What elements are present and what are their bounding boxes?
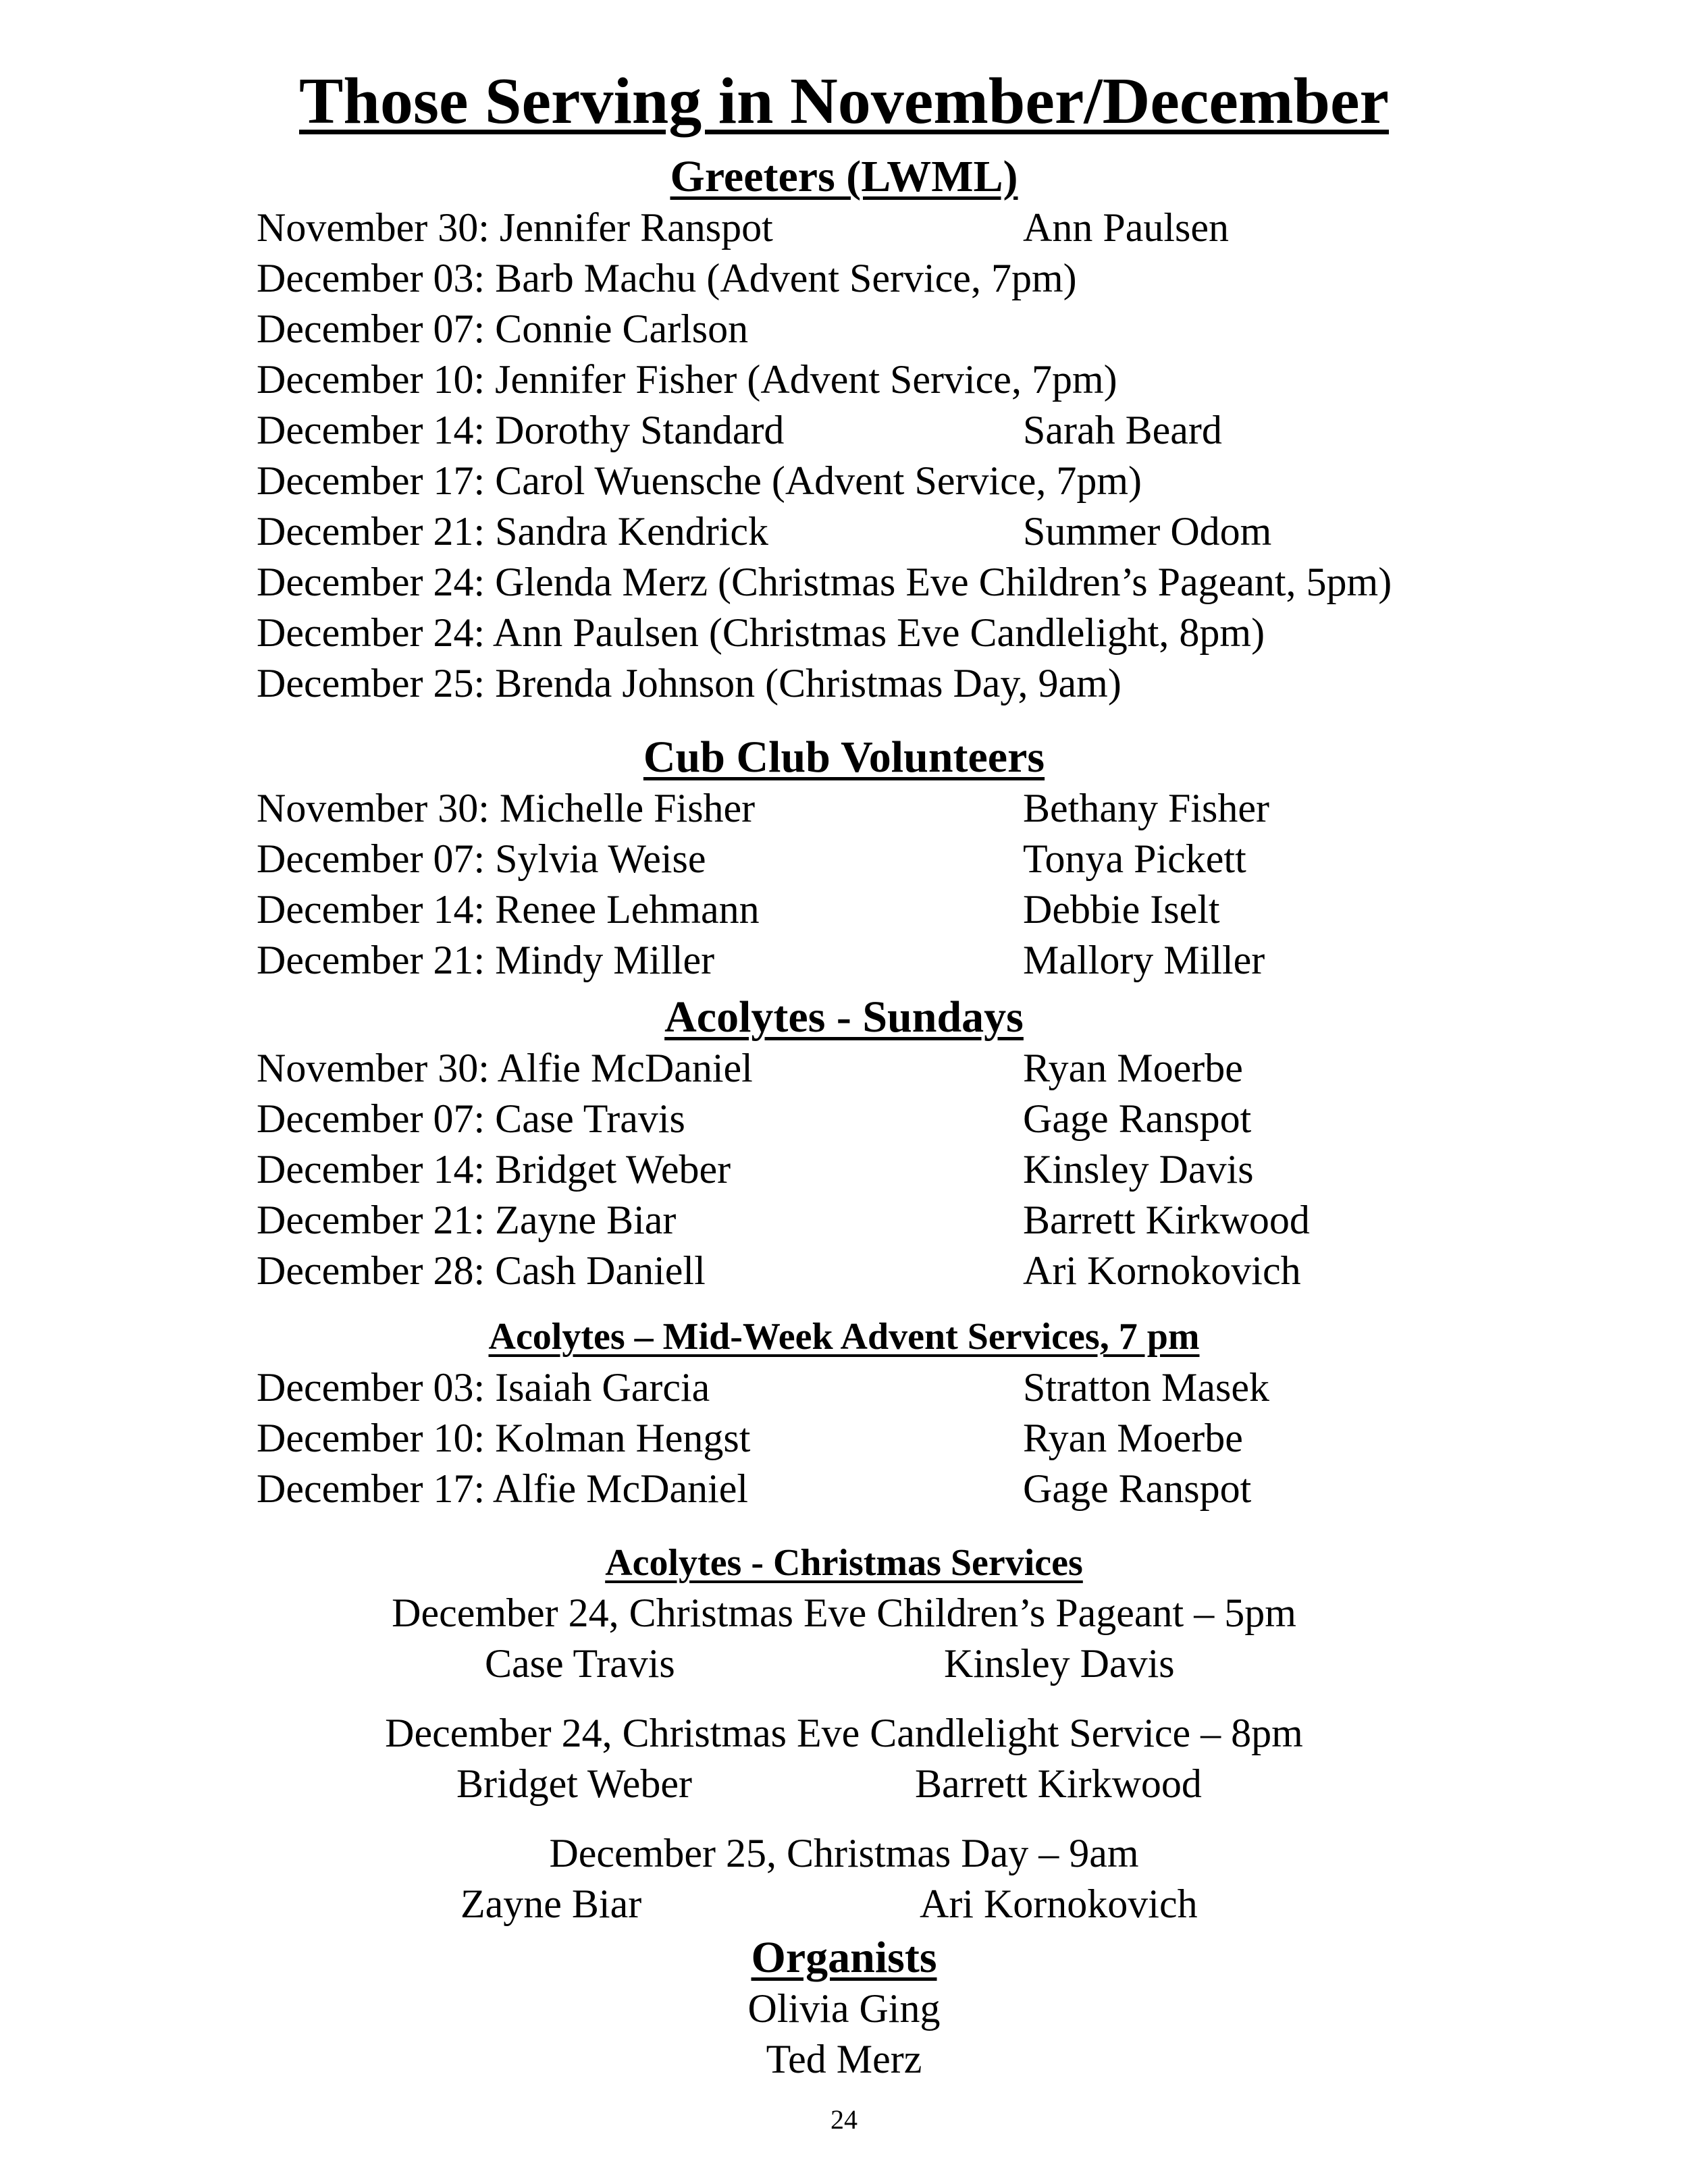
section-heading-acolytes-sundays: Acolytes - Sundays: [664, 992, 1024, 1042]
cub-club-second-name: Bethany Fisher: [1023, 786, 1269, 830]
section-heading-organists: Organists: [751, 1933, 937, 1982]
greeter-date-name: December 10: Jennifer Fisher (Advent Service, 7pm): [257, 357, 1117, 402]
christmas-service-title: December 25, Christmas Day – 9am: [549, 1831, 1139, 1875]
acolyte-date-name: December 14: Bridget Weber: [257, 1147, 731, 1192]
acolyte-midweek-row: [257, 1362, 1539, 1413]
acolyte-name: Bridget Weber: [456, 1761, 692, 1806]
acolyte-name: Kinsley Davis: [944, 1641, 1175, 1686]
acolyte-date-name: November 30: Alfie McDaniel: [257, 1046, 753, 1090]
greeter-date-name: December 14: Dorothy Standard: [257, 408, 785, 452]
acolyte-date-name: December 07: Case Travis: [257, 1096, 685, 1141]
cub-club-date-name: December 14: Renee Lehmann: [257, 887, 760, 932]
christmas-service-acolytes: [0, 1639, 1688, 1689]
greeter-date-name: December 24: Glenda Merz (Christmas Eve Children’s Pageant, 5pm): [257, 560, 1392, 604]
christmas-service-title: December 24, Christmas Eve Candlelight Service – 8pm: [385, 1711, 1303, 1755]
greeter-row: [257, 405, 1539, 456]
christmas-service-acolytes: [0, 1879, 1688, 1929]
acolyte-date-name: December 03: Isaiah Garcia: [257, 1365, 710, 1410]
acolyte-midweek-row: [257, 1464, 1539, 1514]
greeter-date-name: December 25: Brenda Johnson (Christmas Day, 9am): [257, 661, 1122, 705]
cub-club-row: [257, 884, 1539, 935]
organist-name: Olivia Ging: [747, 1986, 941, 2031]
acolyte-second-name: Ryan Moerbe: [1023, 1046, 1243, 1090]
greeter-row: [257, 608, 1539, 658]
acolyte-second-name: Stratton Masek: [1023, 1365, 1269, 1410]
organist-name: Ted Merz: [766, 2037, 922, 2081]
acolyte-sunday-row: [257, 1195, 1539, 1246]
acolyte-second-name: Ryan Moerbe: [1023, 1416, 1243, 1460]
acolyte-date-name: December 10: Kolman Hengst: [257, 1416, 751, 1460]
section-heading-cub-club: Cub Club Volunteers: [643, 733, 1045, 782]
acolyte-name: Ari Kornokovich: [920, 1882, 1198, 1926]
greeter-row: [257, 456, 1539, 506]
greeter-row: [257, 253, 1539, 304]
acolyte-date-name: December 17: Alfie McDaniel: [257, 1466, 749, 1511]
cub-club-date-name: November 30: Michelle Fisher: [257, 786, 756, 830]
greeter-row: [257, 203, 1539, 253]
christmas-service-title: December 24, Christmas Eve Children’s Pageant – 5pm: [392, 1591, 1296, 1635]
greeter-row: [257, 557, 1539, 608]
acolyte-second-name: Ari Kornokovich: [1023, 1248, 1301, 1293]
greeter-row: [257, 506, 1539, 557]
cub-club-date-name: December 21: Mindy Miller: [257, 938, 715, 982]
section-heading-greeters: Greeters (LWML): [670, 152, 1018, 201]
acolyte-name: Zayne Biar: [460, 1882, 642, 1926]
page-number: 24: [830, 2104, 858, 2135]
cub-club-date-name: December 07: Sylvia Weise: [257, 836, 706, 881]
greeter-date-name: December 21: Sandra Kendrick: [257, 509, 769, 554]
page-title: Those Serving in November/December: [299, 65, 1389, 138]
acolyte-midweek-row: [257, 1413, 1539, 1464]
greeter-second-name: Ann Paulsen: [1023, 205, 1229, 250]
acolyte-second-name: Kinsley Davis: [1023, 1147, 1254, 1192]
acolyte-second-name: Barrett Kirkwood: [1023, 1198, 1310, 1242]
acolyte-second-name: Gage Ranspot: [1023, 1466, 1252, 1511]
acolyte-name: Barrett Kirkwood: [915, 1761, 1202, 1806]
greeter-row: [257, 304, 1539, 354]
section-heading-acolytes-midweek: Acolytes – Mid-Week Advent Services, 7 pm: [488, 1316, 1200, 1358]
cub-club-row: [257, 783, 1539, 834]
christmas-service-acolytes: [0, 1759, 1688, 1809]
greeter-second-name: Sarah Beard: [1023, 408, 1222, 452]
greeter-date-name: November 30: Jennifer Ranspot: [257, 205, 773, 250]
greeter-row: [257, 354, 1539, 405]
acolyte-sunday-row: [257, 1144, 1539, 1195]
greeter-date-name: December 24: Ann Paulsen (Christmas Eve Candlelight, 8pm): [257, 610, 1265, 655]
cub-club-second-name: Debbie Iselt: [1023, 887, 1220, 932]
cub-club-second-name: Mallory Miller: [1023, 938, 1265, 982]
greeter-date-name: December 17: Carol Wuensche (Advent Service, 7pm): [257, 458, 1142, 503]
acolyte-name: Case Travis: [485, 1641, 675, 1686]
greeter-row: [257, 658, 1539, 709]
cub-club-row: [257, 935, 1539, 986]
greeter-date-name: December 07: Connie Carlson: [257, 307, 749, 351]
acolyte-date-name: December 28: Cash Daniell: [257, 1248, 706, 1293]
cub-club-row: [257, 834, 1539, 884]
acolyte-second-name: Gage Ranspot: [1023, 1096, 1252, 1141]
cub-club-second-name: Tonya Pickett: [1023, 836, 1246, 881]
greeter-date-name: December 03: Barb Machu (Advent Service, 7pm): [257, 256, 1077, 300]
section-heading-acolytes-christmas: Acolytes - Christmas Services: [605, 1542, 1083, 1584]
acolyte-sunday-row: [257, 1094, 1539, 1144]
acolyte-sunday-row: [257, 1043, 1539, 1094]
greeter-second-name: Summer Odom: [1023, 509, 1272, 554]
acolyte-sunday-row: [257, 1246, 1539, 1296]
acolyte-date-name: December 21: Zayne Biar: [257, 1198, 677, 1242]
